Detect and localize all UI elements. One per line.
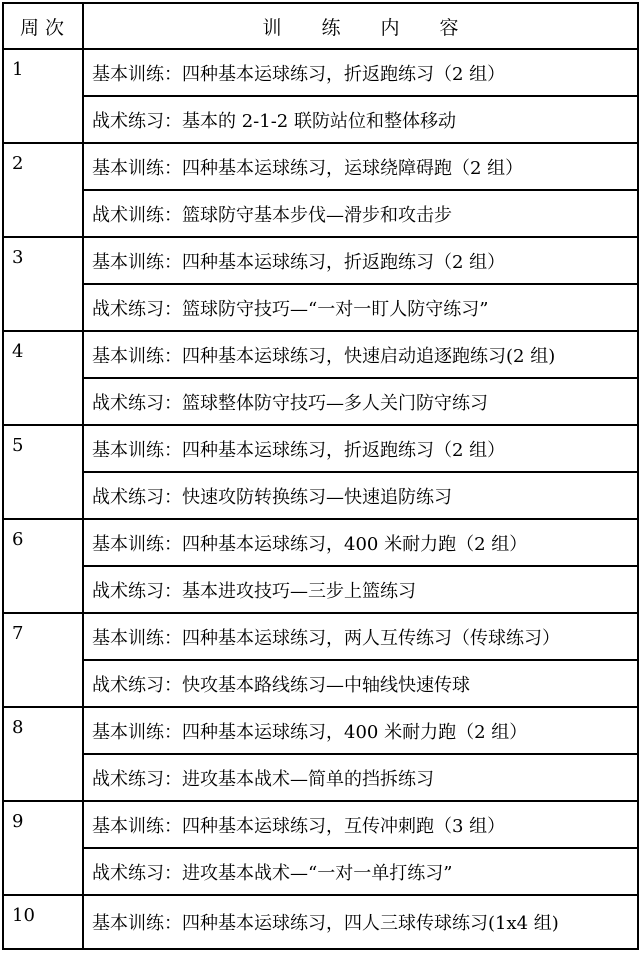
week-column-header: 周次 (3, 3, 83, 49)
training-item: 战术练习：基本进攻技巧—三步上篮练习 (83, 566, 638, 613)
table-row (3, 895, 638, 949)
table-row (3, 331, 638, 378)
week-number: 4 (3, 331, 83, 425)
training-item: 基本训练：四种基本运球练习，快速启动追逐跑练习(2 组) (83, 331, 638, 378)
table-row (3, 425, 638, 472)
table-row (3, 237, 638, 284)
week-number: 7 (3, 613, 83, 707)
week-number: 3 (3, 237, 83, 331)
week-number: 10 (3, 895, 83, 949)
training-item: 基本训练：四种基本运球练习，折返跑练习（2 组） (83, 49, 638, 96)
training-item: 基本训练：四种基本运球练习，四人三球传球练习(1x4 组) (83, 895, 638, 949)
training-schedule-table (2, 2, 639, 950)
week-number: 2 (3, 143, 83, 237)
content-header-char: 内 (380, 16, 400, 39)
table-row (3, 96, 638, 143)
training-item: 基本训练：四种基本运球练习，两人互传练习（传球练习） (83, 613, 638, 660)
table-row (3, 190, 638, 237)
week-number: 6 (3, 519, 83, 613)
training-item: 基本训练：四种基本运球练习，互传冲刺跑（3 组） (83, 801, 638, 848)
training-item: 战术训练：篮球防守基本步伐—滑步和攻击步 (83, 190, 638, 237)
table-row (3, 472, 638, 519)
table-row (3, 143, 638, 190)
training-item: 基本训练：四种基本运球练习，400 米耐力跑（2 组） (83, 519, 638, 566)
week-number: 9 (3, 801, 83, 895)
table-row (3, 801, 638, 848)
table-row (3, 848, 638, 895)
content-header-char: 练 (321, 16, 341, 39)
training-item: 基本训练：四种基本运球练习，400 米耐力跑（2 组） (83, 707, 638, 754)
table-row (3, 49, 638, 96)
table-row (3, 284, 638, 331)
training-item: 战术练习：篮球防守技巧—“一对一盯人防守练习” (83, 284, 638, 331)
training-item: 战术练习：进攻基本战术—简单的挡拆练习 (83, 754, 638, 801)
header-row (3, 3, 638, 49)
content-column-header (83, 3, 638, 49)
content-header-char: 训 (262, 16, 282, 39)
week-number: 5 (3, 425, 83, 519)
table-row (3, 754, 638, 801)
table-row (3, 613, 638, 660)
week-number: 1 (3, 49, 83, 143)
table-row (3, 378, 638, 425)
training-item: 战术练习：篮球整体防守技巧—多人关门防守练习 (83, 378, 638, 425)
table-row (3, 707, 638, 754)
table-row (3, 566, 638, 613)
training-item: 战术练习：基本的 2-1-2 联防站位和整体移动 (83, 96, 638, 143)
training-item: 战术练习：快速攻防转换练习—快速追防练习 (83, 472, 638, 519)
training-item: 基本训练：四种基本运球练习，折返跑练习（2 组） (83, 425, 638, 472)
table-row (3, 660, 638, 707)
training-item: 基本训练：四种基本运球练习，运球绕障碍跑（2 组） (83, 143, 638, 190)
training-item: 战术练习：快攻基本路线练习—中轴线快速传球 (83, 660, 638, 707)
training-item: 战术练习：进攻基本战术—“一对一单打练习” (83, 848, 638, 895)
table-row (3, 519, 638, 566)
training-item: 基本训练：四种基本运球练习，折返跑练习（2 组） (83, 237, 638, 284)
week-number: 8 (3, 707, 83, 801)
content-header-char: 容 (439, 16, 459, 39)
